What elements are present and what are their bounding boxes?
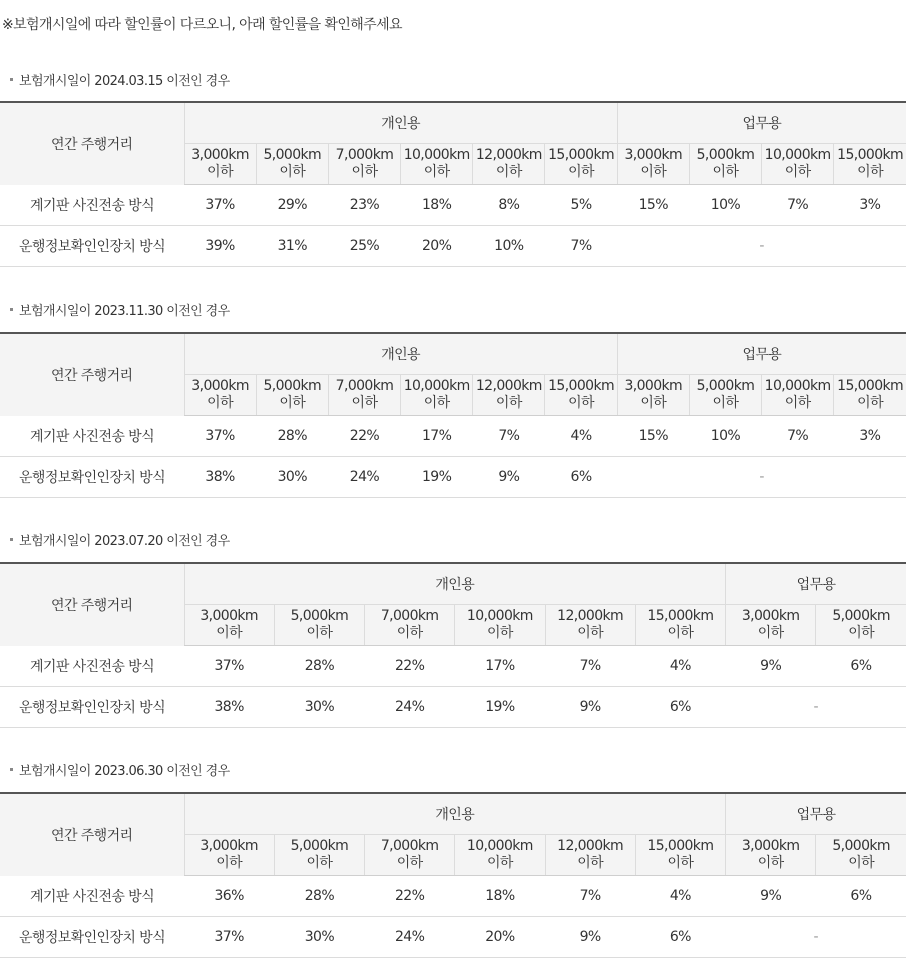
- rate-cell: 22%: [365, 876, 455, 917]
- distance-value: 5,000km: [696, 378, 755, 394]
- distance-suffix: 이하: [568, 164, 594, 180]
- rate-cell: 6%: [635, 687, 725, 728]
- table-row: [0, 687, 906, 728]
- distance-suffix: 이하: [216, 625, 243, 641]
- rate-cell: 8%: [473, 185, 545, 226]
- table-row: [0, 185, 906, 226]
- rate-cell: 37%: [184, 416, 256, 457]
- distance-header: [184, 375, 256, 416]
- rate-cell: 6%: [816, 646, 906, 687]
- section-title-text: 보험개시일이 2023.11.30 이전인 경우: [19, 304, 230, 319]
- distance-header: [184, 835, 274, 876]
- distance-value: 5,000km: [832, 838, 890, 854]
- distance-header: [184, 144, 256, 185]
- distance-value: 3,000km: [741, 838, 800, 854]
- distance-value: 10,000km: [764, 147, 831, 163]
- distance-value: 7,000km: [380, 838, 439, 854]
- bullet-icon: [10, 768, 13, 771]
- rate-cell: 5%: [545, 185, 617, 226]
- distance-header: [455, 835, 545, 876]
- distance-header: [274, 835, 364, 876]
- rate-cell: 25%: [328, 226, 400, 267]
- distance-value: 5,000km: [263, 378, 322, 394]
- distance-suffix: 이하: [712, 395, 739, 411]
- rate-cell: 37%: [184, 917, 274, 958]
- distance-value: 7,000km: [380, 608, 439, 624]
- distance-header: [401, 375, 473, 416]
- distance-header: [256, 375, 328, 416]
- discount-notice: ※보험개시일에 따라 할인률이 다르오니, 아래 할인률을 확인해주세요: [2, 17, 402, 33]
- rate-cell: 4%: [635, 646, 725, 687]
- rate-cell: 30%: [274, 917, 364, 958]
- distance-header: [328, 144, 400, 185]
- distance-suffix: 이하: [207, 164, 234, 180]
- discount-rate-table: [0, 101, 906, 267]
- rate-cell: 20%: [455, 917, 545, 958]
- bullet-icon: [10, 78, 13, 81]
- row-header-annual-mileage: 연간 주행거리: [0, 102, 184, 185]
- rate-cell: 15%: [617, 416, 689, 457]
- distance-suffix: 이하: [279, 395, 306, 411]
- distance-suffix: 이하: [577, 625, 604, 641]
- rate-cell: 6%: [635, 917, 725, 958]
- distance-suffix: 이하: [396, 855, 423, 871]
- distance-header: [726, 835, 816, 876]
- distance-value: 15,000km: [837, 378, 904, 394]
- rate-cell: 7%: [545, 876, 635, 917]
- row-label: 계기판 사진전송 방식: [0, 646, 184, 687]
- distance-header: [545, 835, 635, 876]
- distance-suffix: 이하: [486, 855, 513, 871]
- rate-cell: 22%: [328, 416, 400, 457]
- rate-cell: 9%: [545, 917, 635, 958]
- rate-cell: 3%: [834, 185, 906, 226]
- header-row-groups: [0, 793, 906, 835]
- row-label: 계기판 사진전송 방식: [0, 416, 184, 457]
- rate-cell: 31%: [256, 226, 328, 267]
- table-row: [0, 226, 906, 267]
- row-label: 운행정보확인인장치 방식: [0, 917, 184, 958]
- distance-suffix: 이하: [486, 625, 513, 641]
- distance-header: [762, 144, 834, 185]
- distance-header: [617, 144, 689, 185]
- distance-suffix: 이하: [495, 164, 522, 180]
- header-row-groups: [0, 333, 906, 375]
- distance-suffix: 이하: [784, 395, 811, 411]
- distance-suffix: 이하: [423, 395, 450, 411]
- rate-cell: 10%: [689, 416, 761, 457]
- distance-value: 12,000km: [557, 608, 624, 624]
- distance-suffix: 이하: [568, 395, 594, 411]
- section-title: [10, 70, 230, 89]
- rate-cell: 37%: [184, 646, 274, 687]
- distance-header: [473, 375, 545, 416]
- rate-cell: 37%: [184, 185, 256, 226]
- distance-value: 10,000km: [466, 838, 533, 854]
- distance-value: 12,000km: [475, 378, 542, 394]
- rate-cell-not-applicable: -: [726, 687, 906, 728]
- table-row: [0, 917, 906, 958]
- table-row: [0, 876, 906, 917]
- rate-cell-not-applicable: -: [617, 226, 906, 267]
- distance-header: [816, 835, 906, 876]
- bullet-icon: [10, 538, 13, 541]
- distance-header: [816, 605, 906, 646]
- distance-header: [274, 605, 364, 646]
- row-label: 계기판 사진전송 방식: [0, 185, 184, 226]
- rate-cell: 29%: [256, 185, 328, 226]
- distance-header: [256, 144, 328, 185]
- rate-cell-not-applicable: -: [617, 457, 906, 498]
- distance-header: [473, 144, 545, 185]
- distance-header: [834, 375, 906, 416]
- rate-cell: 3%: [834, 416, 906, 457]
- rate-cell: 6%: [816, 876, 906, 917]
- distance-suffix: 이하: [757, 625, 784, 641]
- discount-rate-table: [0, 562, 906, 728]
- rate-cell: 22%: [365, 646, 455, 687]
- distance-value: 3,000km: [200, 608, 258, 624]
- distance-suffix: 이하: [216, 855, 243, 871]
- distance-suffix: 이하: [784, 164, 811, 180]
- group-header-business: 업무용: [726, 563, 906, 605]
- distance-value: 5,000km: [290, 838, 349, 854]
- row-label: 계기판 사진전송 방식: [0, 876, 184, 917]
- rate-cell: 7%: [473, 416, 545, 457]
- distance-header: [635, 605, 725, 646]
- rate-cell: 28%: [274, 876, 364, 917]
- distance-value: 7,000km: [335, 378, 394, 394]
- rate-cell: 17%: [455, 646, 545, 687]
- distance-value: 15,000km: [837, 147, 904, 163]
- rate-cell: 38%: [184, 687, 274, 728]
- distance-value: 3,000km: [191, 378, 249, 394]
- row-header-annual-mileage: 연간 주행거리: [0, 793, 184, 876]
- distance-header: [726, 605, 816, 646]
- rate-cell: 7%: [762, 416, 834, 457]
- row-header-annual-mileage: 연간 주행거리: [0, 563, 184, 646]
- row-label: 운행정보확인인장치 방식: [0, 687, 184, 728]
- distance-suffix: 이하: [577, 855, 604, 871]
- distance-value: 10,000km: [466, 608, 533, 624]
- group-header-personal: 개인용: [184, 563, 726, 605]
- distance-header: [365, 605, 455, 646]
- distance-value: 12,000km: [557, 838, 624, 854]
- distance-suffix: 이하: [306, 855, 333, 871]
- section-title: [10, 300, 230, 319]
- rate-cell: 15%: [617, 185, 689, 226]
- distance-header: [689, 144, 761, 185]
- rate-cell: 39%: [184, 226, 256, 267]
- distance-value: 5,000km: [290, 608, 349, 624]
- distance-suffix: 이하: [306, 625, 333, 641]
- distance-suffix: 이하: [857, 395, 884, 411]
- section-title-text: 보험개시일이 2023.07.20 이전인 경우: [19, 534, 230, 549]
- distance-value: 15,000km: [647, 838, 714, 854]
- distance-suffix: 이하: [640, 395, 667, 411]
- rate-cell: 28%: [274, 646, 364, 687]
- rate-cell: 9%: [726, 646, 816, 687]
- section-title: [10, 530, 230, 549]
- rate-cell: 24%: [328, 457, 400, 498]
- rate-cell: 6%: [545, 457, 617, 498]
- rate-cell: 18%: [455, 876, 545, 917]
- distance-suffix: 이하: [279, 164, 306, 180]
- distance-value: 3,000km: [624, 378, 683, 394]
- distance-value: 12,000km: [475, 147, 542, 163]
- distance-header: [455, 605, 545, 646]
- distance-suffix: 이하: [667, 625, 694, 641]
- distance-value: 15,000km: [548, 147, 615, 163]
- group-header-personal: 개인용: [184, 333, 617, 375]
- rate-cell: 30%: [274, 687, 364, 728]
- table-row: [0, 416, 906, 457]
- distance-suffix: 이하: [857, 164, 884, 180]
- row-label: 운행정보확인인장치 방식: [0, 226, 184, 267]
- rate-cell: 23%: [328, 185, 400, 226]
- distance-suffix: 이하: [712, 164, 739, 180]
- table-row: [0, 646, 906, 687]
- rate-cell: 4%: [635, 876, 725, 917]
- distance-suffix: 이하: [351, 164, 378, 180]
- table-row: [0, 457, 906, 498]
- group-header-business: 업무용: [726, 793, 906, 835]
- distance-suffix: 이하: [848, 625, 875, 641]
- distance-suffix: 이하: [396, 625, 423, 641]
- distance-suffix: 이하: [667, 855, 694, 871]
- distance-value: 3,000km: [741, 608, 800, 624]
- rate-cell: 4%: [545, 416, 617, 457]
- distance-header: [635, 835, 725, 876]
- rate-cell: 10%: [689, 185, 761, 226]
- rate-cell: 36%: [184, 876, 274, 917]
- rate-cell: 30%: [256, 457, 328, 498]
- distance-value: 15,000km: [647, 608, 714, 624]
- rate-cell: 7%: [545, 646, 635, 687]
- distance-header: [689, 375, 761, 416]
- rate-cell: 10%: [473, 226, 545, 267]
- rate-cell-not-applicable: -: [726, 917, 906, 958]
- distance-suffix: 이하: [495, 395, 522, 411]
- distance-suffix: 이하: [423, 164, 450, 180]
- distance-value: 3,000km: [624, 147, 683, 163]
- distance-value: 3,000km: [191, 147, 249, 163]
- distance-value: 3,000km: [200, 838, 258, 854]
- distance-value: 15,000km: [548, 378, 615, 394]
- group-header-business: 업무용: [617, 102, 906, 144]
- bullet-icon: [10, 308, 13, 311]
- distance-header: [365, 835, 455, 876]
- rate-cell: 24%: [365, 687, 455, 728]
- distance-header: [545, 144, 617, 185]
- rate-cell: 17%: [401, 416, 473, 457]
- distance-value: 7,000km: [335, 147, 394, 163]
- distance-value: 5,000km: [832, 608, 890, 624]
- distance-value: 10,000km: [764, 378, 831, 394]
- distance-value: 5,000km: [696, 147, 755, 163]
- distance-suffix: 이하: [351, 395, 378, 411]
- rate-cell: 19%: [401, 457, 473, 498]
- rate-cell: 7%: [762, 185, 834, 226]
- distance-suffix: 이하: [757, 855, 784, 871]
- distance-header: [617, 375, 689, 416]
- header-row-groups: [0, 563, 906, 605]
- rate-cell: 28%: [256, 416, 328, 457]
- row-label: 운행정보확인인장치 방식: [0, 457, 184, 498]
- distance-suffix: 이하: [640, 164, 667, 180]
- distance-suffix: 이하: [848, 855, 875, 871]
- distance-header: [545, 375, 617, 416]
- distance-value: 10,000km: [403, 147, 470, 163]
- rate-cell: 7%: [545, 226, 617, 267]
- discount-rate-table: [0, 792, 906, 958]
- distance-value: 10,000km: [403, 378, 470, 394]
- row-header-annual-mileage: 연간 주행거리: [0, 333, 184, 416]
- rate-cell: 20%: [401, 226, 473, 267]
- group-header-personal: 개인용: [184, 793, 726, 835]
- section-title: [10, 760, 230, 779]
- distance-value: 5,000km: [263, 147, 322, 163]
- rate-cell: 19%: [455, 687, 545, 728]
- distance-header: [834, 144, 906, 185]
- rate-cell: 24%: [365, 917, 455, 958]
- rate-cell: 18%: [401, 185, 473, 226]
- distance-header: [762, 375, 834, 416]
- distance-suffix: 이하: [207, 395, 234, 411]
- rate-cell: 9%: [726, 876, 816, 917]
- group-header-business: 업무용: [617, 333, 906, 375]
- discount-rate-table: [0, 332, 906, 498]
- rate-cell: 9%: [473, 457, 545, 498]
- group-header-personal: 개인용: [184, 102, 617, 144]
- section-title-text: 보험개시일이 2023.06.30 이전인 경우: [19, 764, 230, 779]
- distance-header: [184, 605, 274, 646]
- header-row-groups: [0, 102, 906, 144]
- rate-cell: 38%: [184, 457, 256, 498]
- rate-cell: 9%: [545, 687, 635, 728]
- distance-header: [328, 375, 400, 416]
- section-title-text: 보험개시일이 2024.03.15 이전인 경우: [19, 74, 230, 89]
- distance-header: [545, 605, 635, 646]
- distance-header: [401, 144, 473, 185]
